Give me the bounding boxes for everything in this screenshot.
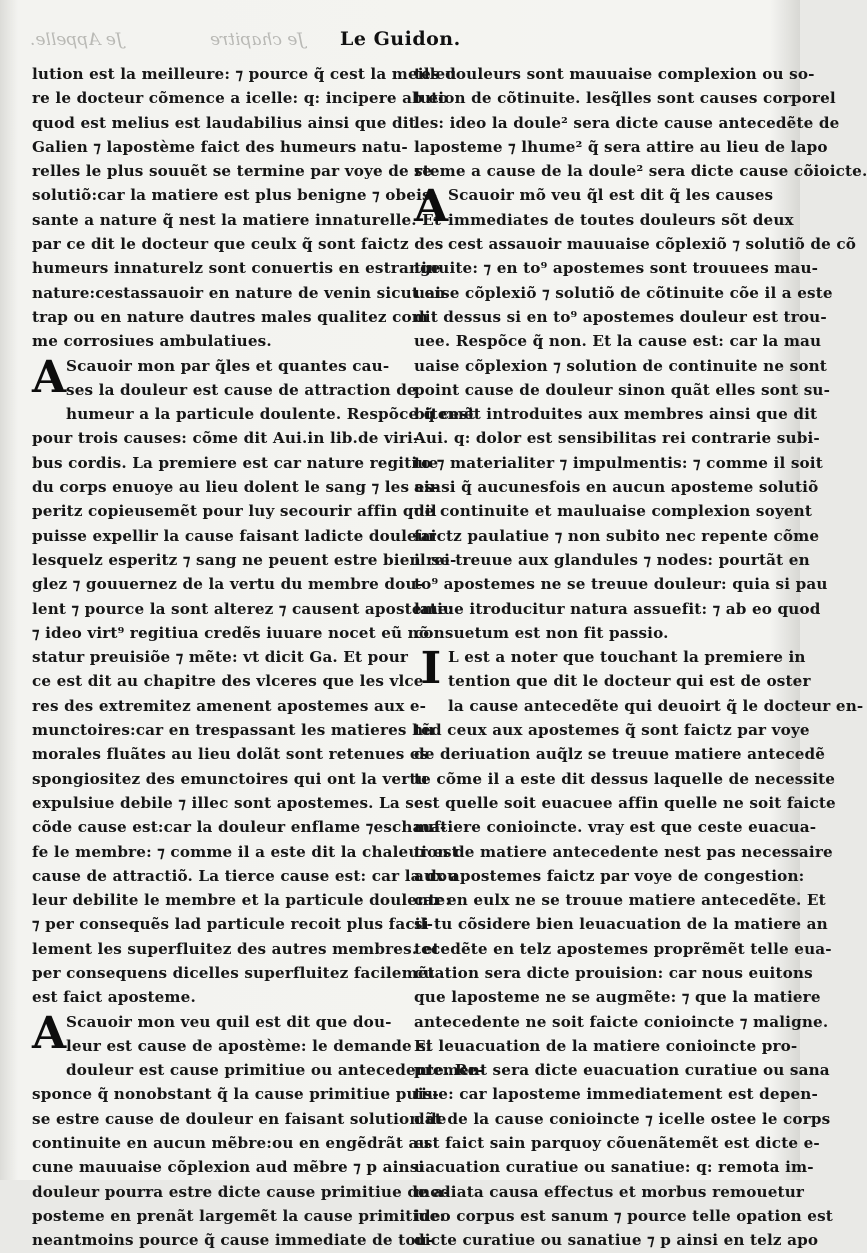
text-line: lent ⁊ pource la sont alterez ⁊ causent aposteme:: [32, 599, 454, 618]
text-line: matiere conioincte. vray est que ceste euacua-: [414, 818, 817, 837]
text-line: expulsiue debile ⁊ illec sont apostemes. La se-: [32, 793, 431, 812]
text-line: Scauoir mon veu quil est dit que dou-: [66, 1012, 392, 1031]
text-line: lution est la meilleure: ⁊ pource q̃ cest la meilleu: [32, 65, 457, 83]
text-line: lement les superfluitez des autres membres. et: [32, 939, 440, 958]
text-line: si tu cõsidere bien leuacuation de la matiere an: [414, 915, 828, 934]
text-line: L est a noter que touchant la premiere in: [448, 648, 806, 667]
text-line: uaise cõplexiõ ⁊ solutiõ de cõtinuite cõe il a este: [414, 283, 833, 302]
text-line: ⁊ ideo virt⁹ regitiua credẽs iuuare nocet eũ nõ: [32, 623, 430, 642]
text-line: res des extremitez amenent apostemes aux e-: [32, 696, 427, 715]
text-line: trap ou en nature dautres males qualitez com: [32, 307, 428, 326]
paragraph: [32, 351, 476, 1010]
text-line: uacuation curatiue ou sanatiue: q: remota im-: [414, 1158, 814, 1177]
text-line: ideo corpus est sanum ⁊ pource telle opation est: [414, 1206, 833, 1225]
text-line: mediata causa effectus et morbus remouetur: [414, 1182, 805, 1201]
text-line: douleur est cause primitiue ou antecedente. Re-: [66, 1061, 484, 1080]
text-line: antecedente ne soit faicte conioincte ⁊ maligne.: [414, 1012, 829, 1031]
text-line: re le docteur cõmence a icelle: q: incipere ab eo: [32, 89, 449, 108]
text-line: les: ideo la doule² sera dicte cause antecedẽte de: [414, 113, 840, 132]
paragraph: [32, 62, 457, 354]
text-line: peritz copieusemẽt pour luy secourir affin quil: [32, 502, 437, 521]
text-line: tecedẽte en telz apostemes proprẽmẽt telle eua-: [414, 939, 832, 958]
text-line: latiue itroducitur natura assuefit: ⁊ ab eo quod: [414, 599, 821, 618]
paragraph: [414, 181, 857, 645]
text-line: continuite en aucun mẽbre:ou en engẽdrãt au: [32, 1134, 430, 1153]
text-line: pour trois causes: cõme dit Aui.in lib.de viri-: [32, 429, 420, 448]
text-line: tion de matiere antecedente nest pas necessaire: [414, 842, 833, 861]
page-header: [0, 22, 800, 62]
bleed-through-text: Je chapitre: [210, 30, 305, 50]
text-line: cuation sera dicte prouision: car nous euitons: [414, 963, 813, 982]
text-line: lution de cõtinuite. lesq̃lles sont causes corporel: [414, 89, 836, 108]
text-line: que laposteme ne se augmẽte: ⁊ que la matiere: [414, 988, 821, 1007]
text-line: to⁹ apostemes ne se treuue douleur: quia si pau: [414, 575, 828, 594]
text-line: per consequens dicelles superfluitez facilemẽt: [32, 963, 435, 982]
text-line: douleur pourra estre dicte cause primitiue de a-: [32, 1182, 450, 1201]
text-line: il se treuue aux glandules ⁊ nodes: pourtãt en: [414, 550, 810, 569]
text-line: puisse expellir la cause faisant ladicte douleur: [32, 526, 437, 545]
text-line: ainsi q̃ aucunesfois en aucun aposteme solutiõ: [414, 478, 819, 497]
text-line: faictz paulatiue ⁊ non subito nec repente cõme: [414, 526, 820, 545]
text-line: tẽd ceux aux apostemes q̃ sont faictz par voye: [414, 721, 810, 740]
text-line: cune mauuaise cõplexion aud mẽbre ⁊ p ainsi: [32, 1158, 425, 1177]
text-line: uaise cõplexion ⁊ solution de continuite ne sont: [414, 356, 827, 375]
text-line: par ce dit le docteur que ceulx q̃ sont faictz des: [32, 235, 444, 254]
decorated-initial: A: [414, 181, 449, 233]
text-line: est quelle soit euacuee affin quelle ne soit faicte: [414, 793, 836, 812]
text-line: sponce q̃ nonobstant q̃ la cause primitiue puis-: [32, 1085, 439, 1104]
text-line: sante a nature q̃ nest la matiere innaturelle. Et: [32, 210, 442, 229]
text-line: tention que dit le docteur qui est de oster: [448, 672, 811, 691]
text-line: bitemẽt introduites aux membres ainsi que dit: [414, 405, 818, 424]
text-line: prement sera dicte euacuation curatiue ou sana: [414, 1061, 830, 1080]
left-column: [32, 62, 484, 1253]
text-line: cest assauoir mauuaise cõplexiõ ⁊ solutiõ de cõ: [448, 235, 857, 254]
text-line: fe le membre: ⁊ comme il a este dit la chaleur est: [32, 842, 459, 861]
text-line: Scauoir mõ veu q̃l est dit q̃ les causes: [448, 186, 774, 205]
text-line: Galien ⁊ lapostème faict des humeurs natu-: [32, 137, 408, 156]
text-line: aux apostemes faictz par voye de congestion:: [414, 866, 805, 885]
text-line: dit dessus si en to⁹ apostemes douleur est trou-: [414, 307, 827, 326]
text-line: est faict aposteme.: [32, 988, 196, 1007]
text-line: ce est dit au chapitre des vlceres que les vlce-: [32, 672, 431, 691]
decorated-initial: A: [32, 1007, 67, 1059]
text-line: nature:cestassauoir en nature de venin sicut en: [32, 283, 446, 302]
text-line: munctoires:car en trespassant les matieres hu: [32, 721, 435, 740]
text-line: quod est melius est laudabilius ainsi que dit: [32, 113, 416, 132]
text-line: tinuite: ⁊ en to⁹ apostemes sont trouuees mau-: [414, 259, 819, 278]
text-line: dicte curatiue ou sanatiue ⁊ p ainsi en telz apo: [414, 1231, 819, 1250]
text-line: dãt de la cause conioincte ⁊ icelle ostee le corps: [414, 1109, 831, 1128]
text-line: solutiõ:car la matiere est plus benigne ⁊ obeis-: [32, 186, 438, 205]
text-line: relles le plus souuẽt se termine par voye de re: [32, 162, 433, 181]
text-line: ⁊ per consequẽs lad particule recoit plus facil-: [32, 915, 434, 934]
decorated-initial: A: [32, 351, 67, 403]
text-line: Aui. q: dolor est sensibilitas rei contrarie subi-: [414, 429, 820, 448]
text-line: bus cordis. La premiere est car nature regitiue: [32, 453, 439, 472]
text-line: tes douleurs sont mauuaise complexion ou so-: [414, 65, 815, 83]
bleed-through-text: Je Appelle.: [30, 30, 123, 50]
text-line: du corps enuoye au lieu dolent le sang ⁊ les es-: [32, 478, 440, 497]
text-line: car en eulx ne se trouue matiere antecedẽte. Et: [414, 891, 826, 910]
text-line: immediates de toutes douleurs sõt deux: [448, 210, 794, 229]
text-line: spongiositez des emunctoires qui ont la vertu: [32, 769, 428, 788]
text-line: de continuite et mauluaise complexion soyent: [414, 502, 813, 521]
right-column: [414, 62, 867, 1253]
text-line: leur debilite le membre et la particule doulente:: [32, 891, 452, 910]
text-line: statur preuisiõe ⁊ mẽte: vt dicit Ga. Et pour: [32, 648, 409, 667]
text-line: tiue: car laposteme immediatement est depen-: [414, 1085, 818, 1104]
text-line: cause de attractiõ. La tierce cause est: car la dou: [32, 866, 459, 885]
text-line: to ⁊ materialiter ⁊ impulmentis: ⁊ comme il soit: [414, 453, 823, 472]
text-line: humeurs innaturelz sont conuertis en estrange: [32, 259, 441, 278]
text-line: humeur a la particule doulente. Respõce q̃ cest: [66, 405, 476, 424]
text-line: de deriuation auq̃lz se treuue matiere antecedẽ: [414, 745, 826, 764]
decorated-initial: I: [420, 643, 442, 695]
text-line: la cause antecedẽte qui deuoirt q̃ le docteur en-: [448, 696, 864, 715]
paragraph: [414, 643, 864, 1252]
text-line: te cõme il a este dit dessus laquelle de necessite: [414, 769, 836, 788]
paragraph: [32, 1007, 484, 1253]
text-line: cõde cause est:car la douleur enflame ⁊eschauf-: [32, 818, 447, 837]
text-line: consuetum est non fit passio.: [414, 623, 669, 642]
text-line: se estre cause de douleur en faisant solution de: [32, 1109, 447, 1128]
text-line: uee. Respõce q̃ non. Et la cause est: car la mau: [414, 332, 822, 351]
text-line: Scauoir mon par q̃les et quantes cau-: [66, 356, 390, 375]
text-line: lesquelz esperitz ⁊ sang ne peuent estre bien rei-: [32, 550, 457, 569]
paragraph: [414, 62, 867, 183]
text-line: posteme en prenãt largemẽt la cause primitiue:: [32, 1206, 446, 1225]
text-line: est faict sain parquoy cõuenãtemẽt est dicte e-: [414, 1134, 820, 1153]
text-line: laposteme ⁊ lhume² q̃ sera attire au lieu de lapo: [414, 137, 828, 156]
text-line: steme a cause de la doule² sera dicte cause cõioicte.: [414, 162, 867, 181]
text-line: glez ⁊ gouuernez de la vertu du membre dou-: [32, 575, 424, 594]
running-head: Le Guidon.: [340, 28, 461, 50]
text-line: morales fluãtes au lieu dolãt sont retenues es: [32, 745, 429, 764]
text-line: ses la douleur est cause de attraction de: [66, 380, 417, 399]
text-line: neantmoins pource q̃ cause immediate de tou-: [32, 1231, 434, 1250]
text-line: Et leuacuation de la matiere conioincte pro-: [414, 1036, 798, 1055]
text-line: point cause de douleur sinon quãt elles sont su-: [414, 380, 831, 399]
text-line: leur est cause de apostème: le demande si: [66, 1036, 432, 1055]
text-line: me corrosiues ambulatiues.: [32, 332, 272, 351]
